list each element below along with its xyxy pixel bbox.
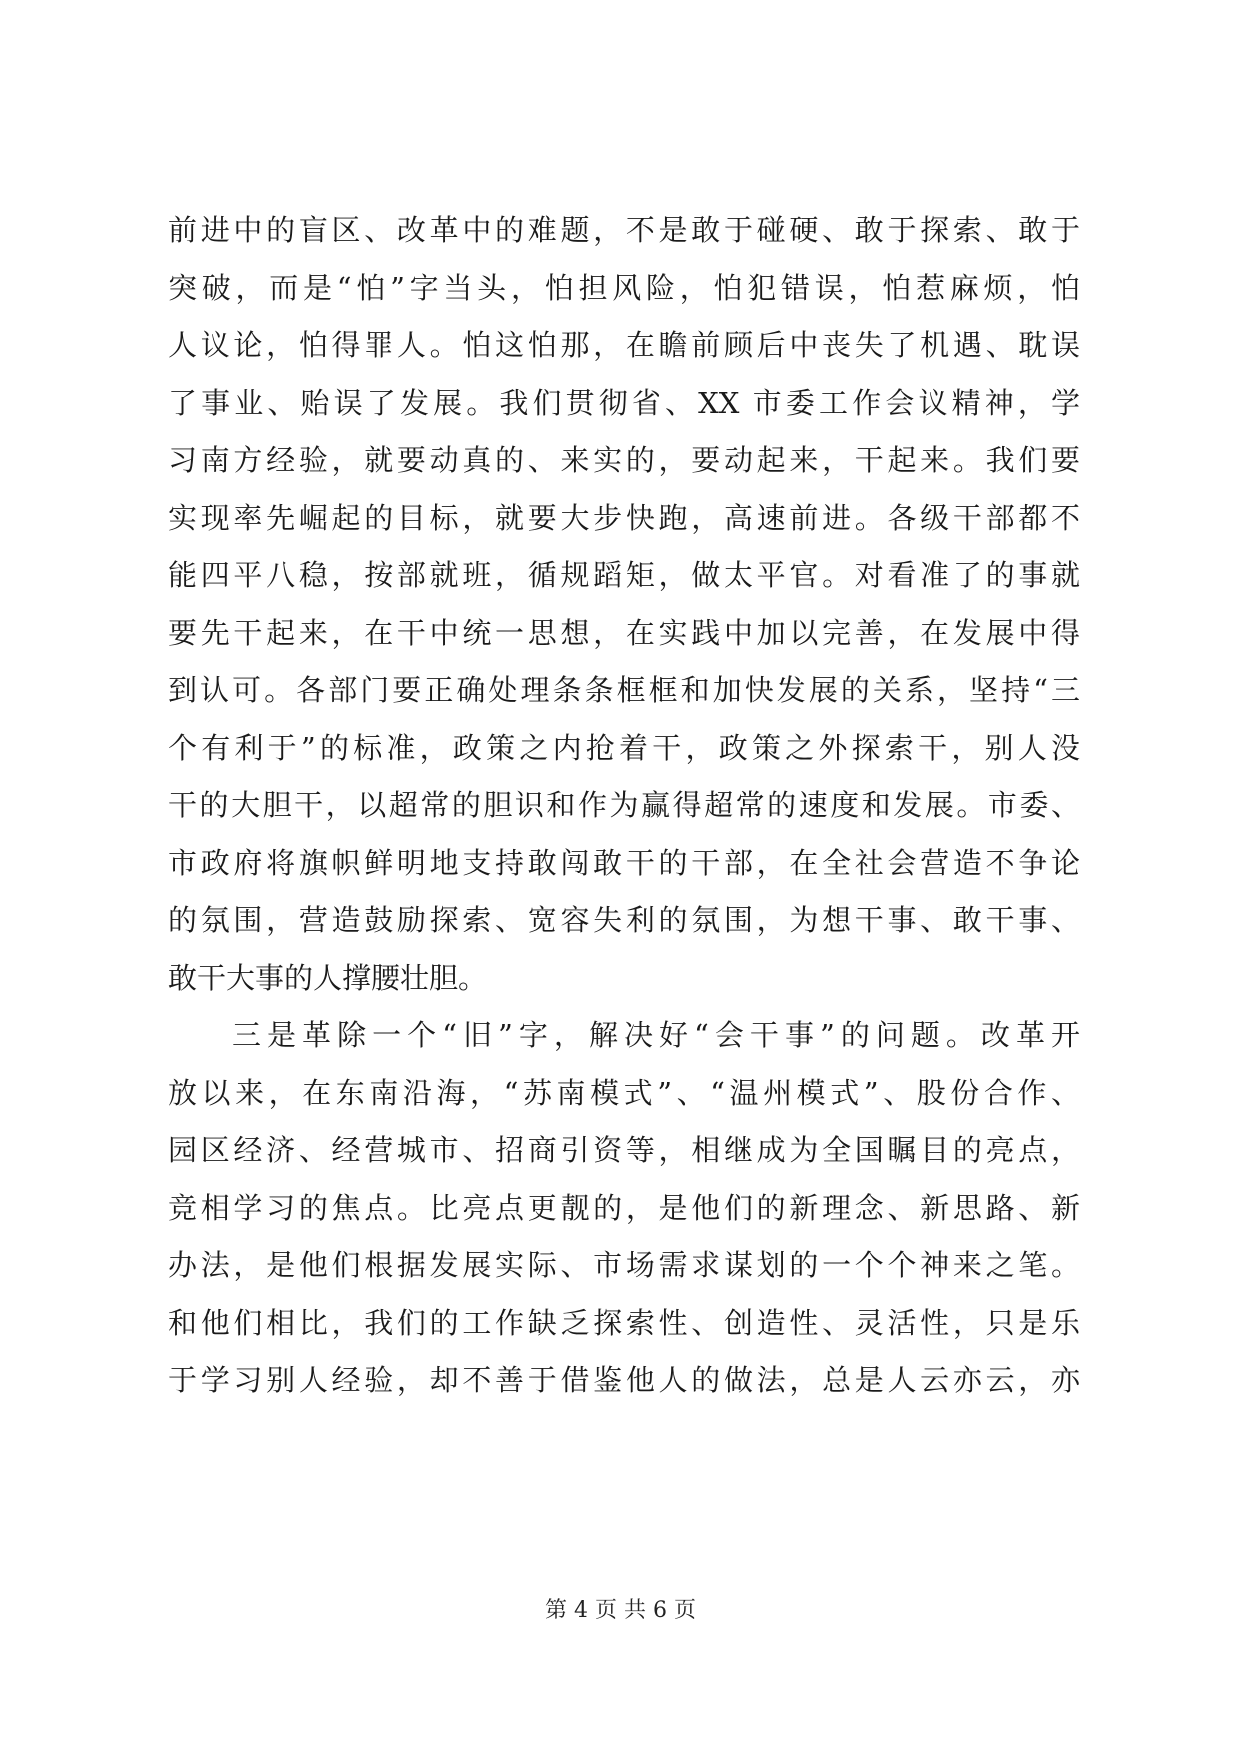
text-line: 习南方经验，就要动真的、来实的，要动起来，干起来。我们要 xyxy=(168,443,1080,477)
text-line: 了事业、贻误了发展。我们贯彻省、XX 市委工作会议精神，学 xyxy=(168,385,1080,420)
text-line: 人议论，怕得罪人。怕这怕那，在瞻前顾后中丧失了机遇、耽误 xyxy=(168,328,1080,362)
text-line: 办法，是他们根据发展实际、市场需求谋划的一个个神来之笔。 xyxy=(168,1248,1080,1282)
text-line: 园区经济、经营城市、招商引资等，相继成为全国瞩目的亮点， xyxy=(168,1133,1080,1167)
text-line: 和他们相比，我们的工作缺乏探索性、创造性、灵活性，只是乐 xyxy=(168,1305,1080,1340)
text-line: 前进中的盲区、改革中的难题，不是敢于碰硬、敢于探索、敢于 xyxy=(168,213,1080,247)
text-line: 能四平八稳，按部就班，循规蹈矩，做太平官。对看准了的事就 xyxy=(168,558,1080,592)
paragraph-1 xyxy=(168,202,1080,1007)
text-line: 到认可。各部门要正确处理条条框框和加快发展的关系，坚持“三 xyxy=(168,673,1080,707)
text-line: 竞相学习的焦点。比亮点更靓的，是他们的新理念、新思路、新 xyxy=(168,1190,1080,1225)
text-line: 市政府将旗帜鲜明地支持敢闯敢干的干部，在全社会营造不争论 xyxy=(168,845,1080,880)
text-line: 放以来，在东南沿海，“苏南模式”、“温州模式”、股份合作、 xyxy=(168,1075,1080,1110)
text-line: 干的大胆干，以超常的胆识和作为赢得超常的速度和发展。市委、 xyxy=(168,788,1080,822)
text-line: 的氛围，营造鼓励探索、宽容失利的氛围，为想干事、敢干事、 xyxy=(168,903,1080,937)
paragraph-2 xyxy=(168,1007,1080,1410)
text-line: 敢干大事的人撑腰壮胆。 xyxy=(168,960,488,995)
text-line: 实现率先崛起的目标，就要大步快跑，高速前进。各级干部都不 xyxy=(168,500,1080,535)
page-number-footer: 第 4 页 共 6 页 xyxy=(545,1598,696,1623)
text-line: 个有利于”的标准，政策之内抢着干，政策之外探索干，别人没 xyxy=(168,730,1080,765)
text-line: 于学习别人经验，却不善于借鉴他人的做法，总是人云亦云，亦 xyxy=(168,1363,1080,1397)
text-line: 三是革除一个“旧”字，解决好“会干事”的问题。改革开 xyxy=(232,1018,1080,1052)
text-line: 要先干起来，在干中统一思想，在实践中加以完善，在发展中得 xyxy=(168,615,1080,650)
body-text xyxy=(168,202,1080,1410)
text-line: 突破，而是“怕”字当头，怕担风险，怕犯错误，怕惹麻烦，怕 xyxy=(168,270,1080,305)
